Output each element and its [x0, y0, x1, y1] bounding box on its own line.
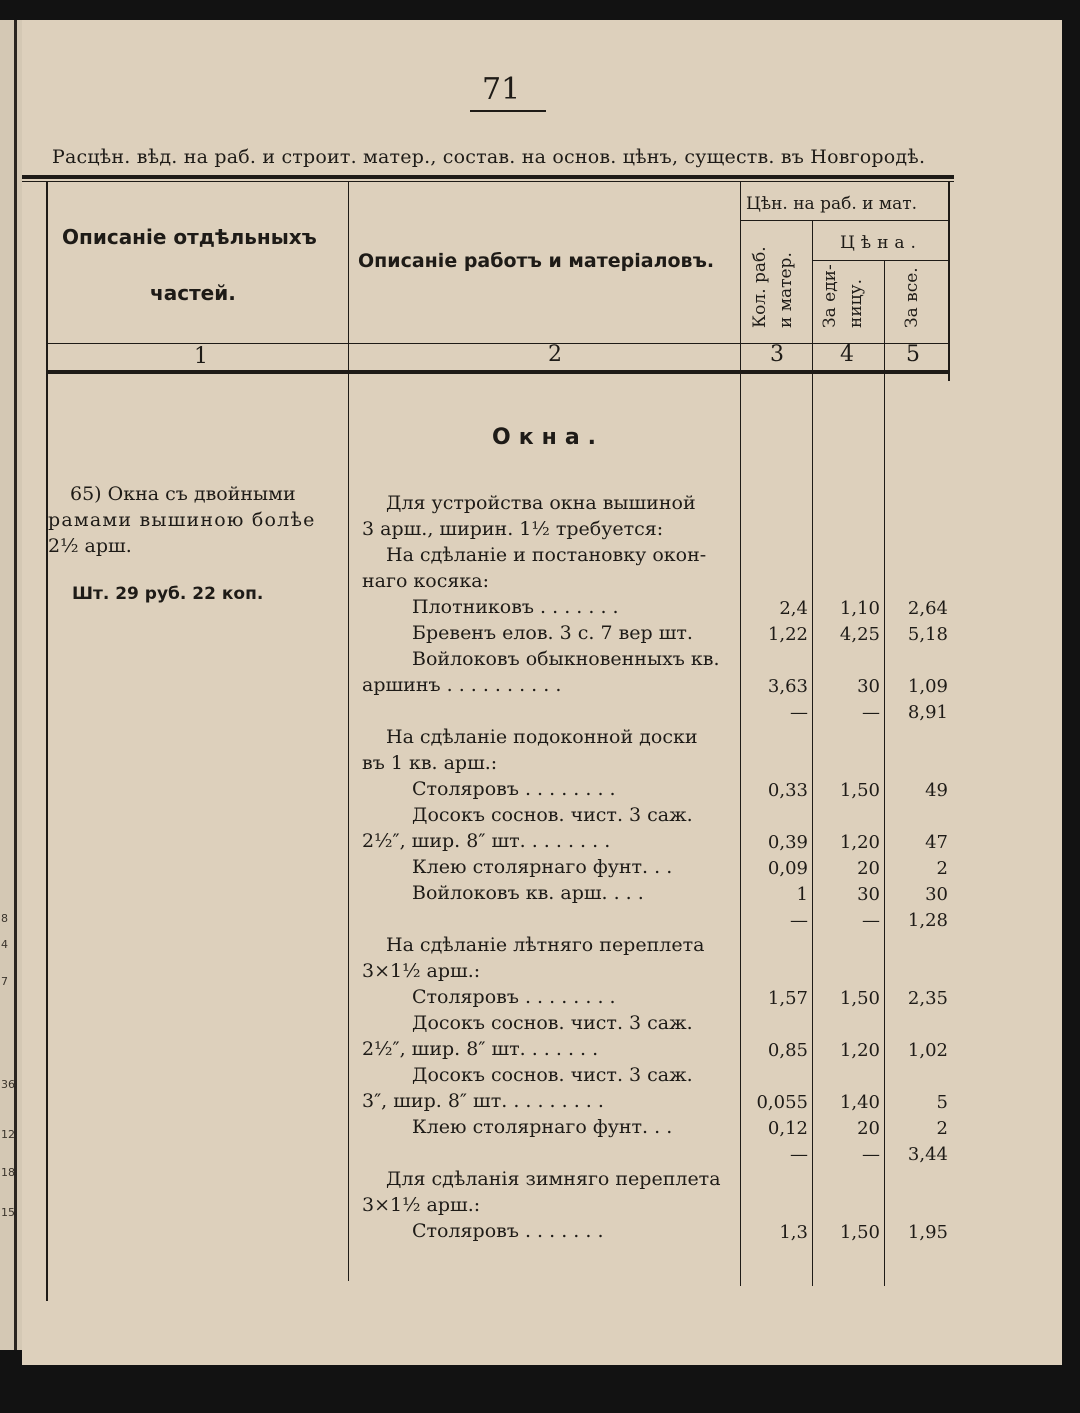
header-col1-line2: частей.: [150, 281, 236, 305]
row-value-c4: 1,50: [839, 988, 880, 1009]
page-number-underline: [470, 110, 546, 112]
row-description: Досокъ соснов. чист. 3 саж.: [412, 804, 693, 826]
row-value-c3: —: [790, 910, 808, 931]
row-value-c5: 47: [925, 832, 948, 853]
col3-divider: [812, 220, 813, 1286]
row-value-c4: 1,20: [839, 832, 880, 853]
row-value-c3: —: [790, 1144, 808, 1165]
row-value-c5: 3,44: [907, 1144, 948, 1165]
adjacent-page-margin-number: 18: [1, 1166, 15, 1179]
row-value-c4: 1,50: [839, 780, 880, 801]
header-bottom-rule: [48, 343, 948, 344]
row-value-c5: 2,35: [907, 988, 948, 1009]
row-description: Для устройства окна вышиной: [386, 492, 696, 514]
row-value-c3: 0,055: [756, 1092, 808, 1113]
row-description: наго косяка:: [362, 570, 489, 592]
row-value-c5: 1,09: [907, 676, 948, 697]
item-description-line1: 65) Окна съ двойными: [70, 483, 296, 505]
row-description: Войлоковъ кв. арш. . . .: [412, 882, 644, 904]
column-number-5: 5: [906, 342, 920, 367]
row-description: 3″, шир. 8″ шт. . . . . . . . .: [362, 1090, 604, 1112]
table-left-border: [46, 181, 48, 1301]
header-col4-line2: ницу.: [846, 279, 866, 328]
row-description: 3×1½ арш.:: [362, 1194, 481, 1216]
row-description: Клею столярнаго фунт. . .: [412, 1116, 673, 1138]
item-description-line3: 2½ арш.: [48, 535, 132, 557]
adjacent-page-margin-number: 7: [1, 975, 8, 988]
row-value-c3: 1,3: [779, 1222, 808, 1243]
row-value-c3: 1: [796, 884, 808, 905]
row-value-c4: 20: [857, 1118, 880, 1139]
header-thick-rule: [46, 370, 950, 374]
adjacent-page-margin-number: 12: [1, 1128, 15, 1141]
row-value-c3: 1,22: [767, 624, 808, 645]
column-number-3: 3: [770, 342, 784, 367]
row-value-c3: 1,57: [767, 988, 808, 1009]
row-value-c4: —: [862, 702, 880, 723]
row-value-c4: 4,25: [839, 624, 880, 645]
adjacent-page-margin-number: 15: [1, 1206, 15, 1219]
row-value-c3: 0,09: [767, 858, 808, 879]
col4-divider: [884, 260, 885, 1286]
row-value-c3: 0,33: [767, 780, 808, 801]
row-description: Бревенъ елов. 3 с. 7 вер шт.: [412, 622, 693, 644]
row-value-c5: 5,18: [907, 624, 948, 645]
header-col1-line1: Описаніе отдѣльныхъ: [62, 225, 317, 249]
row-value-c4: 30: [857, 884, 880, 905]
row-description: На сдѣланіе подоконной доски: [386, 726, 698, 748]
row-description: 3 арш., ширин. 1½ требуется:: [362, 518, 664, 540]
row-description: Столяровъ . . . . . . .: [412, 1220, 604, 1242]
row-value-c4: 1,50: [839, 1222, 880, 1243]
row-description: Досокъ соснов. чист. 3 саж.: [412, 1064, 693, 1086]
row-value-c5: 2: [936, 858, 948, 879]
row-description: Для сдѣланія зимняго переплета: [386, 1168, 721, 1190]
row-value-c4: —: [862, 1144, 880, 1165]
row-description: На сдѣланіе лѣтняго переплета: [386, 934, 705, 956]
book-gutter: [14, 20, 17, 1350]
adjacent-page-margin-number: 8: [1, 912, 8, 925]
adjacent-page-margin-number: 36: [1, 1078, 15, 1091]
row-value-c5: 49: [925, 780, 948, 801]
table-right-border: [948, 181, 950, 381]
row-value-c4: 20: [857, 858, 880, 879]
column-number-2: 2: [548, 342, 562, 367]
column-number-1: 1: [194, 344, 208, 369]
header-col2: Описаніе работъ и матеріаловъ.: [358, 250, 715, 272]
col2-divider: [740, 181, 741, 1286]
row-description: 3×1½ арш.:: [362, 960, 481, 982]
page-number: 71: [482, 72, 521, 107]
row-value-c3: 0,85: [767, 1040, 808, 1061]
row-description: Столяровъ . . . . . . . .: [412, 778, 616, 800]
row-value-c4: 1,20: [839, 1040, 880, 1061]
row-value-c4: —: [862, 910, 880, 931]
section-title: Окна.: [492, 425, 605, 450]
row-value-c3: 3,63: [767, 676, 808, 697]
header-col5: За все.: [902, 267, 922, 328]
row-description: Войлоковъ обыкновенныхъ кв.: [412, 648, 720, 670]
row-description: Клею столярнаго фунт. . .: [412, 856, 673, 878]
row-description: Досокъ соснов. чист. 3 саж.: [412, 1012, 693, 1034]
row-description: Плотниковъ . . . . . . .: [412, 596, 619, 618]
row-value-c4: 30: [857, 676, 880, 697]
adjacent-page-edge: [0, 20, 22, 1350]
row-description: аршинъ . . . . . . . . . .: [362, 674, 562, 696]
row-value-c5: 1,02: [907, 1040, 948, 1061]
item-price: Шт. 29 руб. 22 коп.: [72, 584, 264, 604]
page-title: Расцѣн. вѣд. на раб. и строит. матер., состав. на основ. цѣнъ, существ. въ Новгородѣ.: [52, 146, 926, 168]
row-value-c5: 1,95: [907, 1222, 948, 1243]
row-description: 2½″, шир. 8″ шт. . . . . . .: [362, 1038, 599, 1060]
header-price: Цѣна.: [840, 233, 922, 253]
table-top-rule: [22, 175, 954, 179]
row-description: На сдѣланіе и постановку окон-: [386, 544, 707, 566]
row-value-c4: 1,40: [839, 1092, 880, 1113]
row-value-c3: 0,12: [767, 1118, 808, 1139]
header-price-group: Цѣн. на раб. и мат.: [746, 194, 918, 214]
row-description: въ 1 кв. арш.:: [362, 752, 498, 774]
row-description: 2½″, шир. 8″ шт. . . . . . . .: [362, 830, 611, 852]
price-rule: [812, 260, 948, 261]
header-col3-line2: и матер.: [776, 252, 796, 328]
row-value-c5: 1,28: [907, 910, 948, 931]
adjacent-page-margin-number: 4: [1, 938, 8, 951]
row-value-c5: 2,64: [907, 598, 948, 619]
row-value-c5: 2: [936, 1118, 948, 1139]
row-value-c3: —: [790, 702, 808, 723]
row-value-c5: 5: [936, 1092, 948, 1113]
item-description-line2: рамами вышиною болѣе: [48, 509, 316, 531]
price-group-rule: [740, 220, 948, 221]
col1-divider: [348, 181, 349, 1281]
row-value-c5: 8,91: [907, 702, 948, 723]
header-col4-line1: За еди-: [820, 264, 840, 328]
column-number-4: 4: [840, 342, 854, 367]
row-value-c5: 30: [925, 884, 948, 905]
row-value-c3: 2,4: [779, 598, 808, 619]
book-page: [22, 20, 1062, 1365]
table-top-rule-thin: [22, 181, 954, 182]
row-value-c4: 1,10: [839, 598, 880, 619]
row-description: Столяровъ . . . . . . . .: [412, 986, 616, 1008]
header-col3-line1: Кол. раб.: [750, 246, 770, 328]
row-value-c3: 0,39: [767, 832, 808, 853]
